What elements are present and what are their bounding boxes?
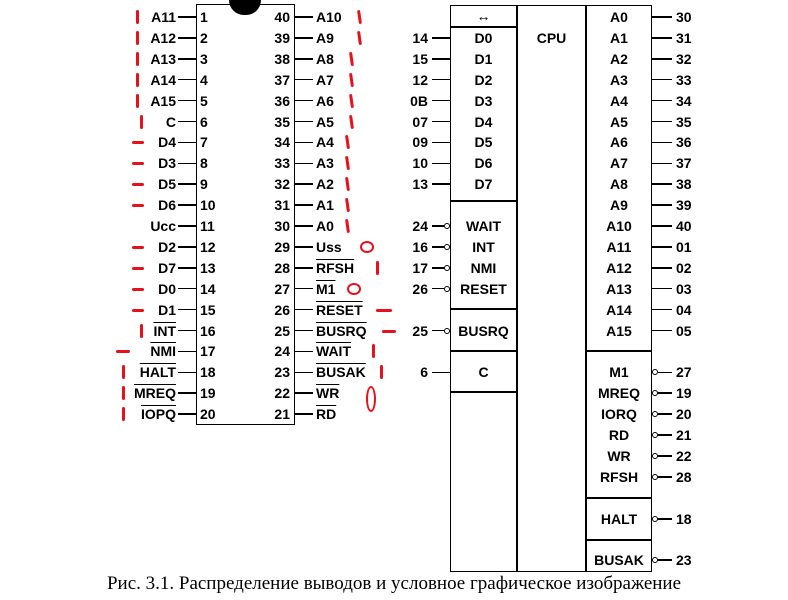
symbol-pin-label: BUSAK [594,552,644,568]
symbol-pin-line [652,100,672,102]
chip-pin-label: A12 [150,29,176,46]
chip-pin-number: 8 [200,155,208,172]
chip-pin-line [295,288,313,290]
chip-pin-label: BUSAK [316,364,366,381]
symbol-pin-number: 30 [676,9,692,25]
symbol-pin-line [658,559,672,561]
symbol-divider [450,26,517,28]
symbol-pin-line [658,476,672,478]
chip-pin-line [178,309,196,311]
chip-pin-line [295,309,313,311]
symbol-pin-line [432,100,450,102]
symbol-pin-label: A7 [610,155,628,172]
chip-pin-label: M1 [316,280,336,297]
red-tick-mark [357,31,362,45]
symbol-pin-number: 28 [676,468,692,485]
symbol-pin-label: C [478,364,489,381]
chip-pin-number: 10 [200,197,216,214]
chip-pin-number: 5 [200,92,208,109]
chip-pin-label: A8 [316,50,334,67]
chip-pin-line [295,204,313,206]
symbol-pin-label: A3 [610,71,628,88]
chip-pin-label: D6 [158,197,176,214]
chip-pin-line [178,79,196,81]
chip-pin-label: D5 [158,176,176,193]
chip-pin-line [178,267,196,269]
symbol-pin-label: MREQ [598,385,640,402]
chip-pin-line [178,58,196,60]
symbol-pin-line [432,225,444,227]
chip-pin-label: A2 [316,176,334,193]
chip-pin-label: D2 [158,238,176,255]
red-tick-mark [345,135,350,149]
symbol-pin-line [652,183,672,185]
chip-pin-label: RESET [316,301,363,318]
chip-pin-label: HALT [139,364,176,381]
red-dash-mark [132,246,144,249]
chip-pin-line [295,100,313,102]
symbol-pin-number: 39 [676,197,692,214]
chip-pin-line [295,351,313,353]
symbol-pin-line [658,413,672,415]
red-tick-mark [349,114,354,128]
symbol-pin-line [658,392,672,394]
chip-pin-line [295,163,313,165]
symbol-pin-number: 18 [676,511,692,527]
red-dash-mark [132,204,144,207]
figure-caption: Рис. 3.1. Распределение выводов и условное графическое изображение [106,573,682,594]
symbol-pin-label: D7 [474,176,493,193]
symbol-divider [586,539,652,541]
symbol-pin-label: WR [607,447,631,464]
chip-pin-number: 4 [200,71,208,88]
symbol-pin-line [652,204,672,206]
chip-pin-number: 17 [200,343,216,360]
symbol-pin-label: A10 [606,218,632,234]
chip-pin-line [295,37,313,39]
symbol-pin-number: 05 [676,322,692,339]
red-tick-mark [349,93,354,107]
chip-pin-line [178,183,196,185]
symbol-pin-line [652,163,672,165]
symbol-pin-number: 24 [412,218,428,234]
symbol-pin-number: 33 [676,71,692,88]
symbol-pin-label: A5 [610,113,628,130]
chip-pin-number: 20 [200,406,216,423]
symbol-pin-number: 14 [412,29,428,46]
chip-pin-number: 37 [274,71,290,88]
symbol-pin-line [658,518,672,520]
chip-pin-label: Uss [316,238,342,255]
symbol-pin-label: D1 [474,50,493,67]
chip-pin-number: 32 [274,176,290,193]
red-dash-mark [132,288,144,291]
chip-pin-number: 13 [200,259,216,276]
chip-pin-line [295,16,313,18]
symbol-pin-label: D6 [474,155,493,172]
symbol-pin-number: 03 [676,280,692,297]
chip-pin-number: 29 [274,238,290,255]
chip-pin-number: 2 [200,29,208,46]
symbol-pin-number: 38 [676,176,692,193]
symbol-pin-line [652,288,672,290]
red-tick-mark [136,10,139,24]
chip-pin-line [178,204,196,206]
chip-pin-line [178,37,196,39]
chip-pin-number: 38 [274,50,290,67]
red-circle-mark [347,283,361,295]
red-dash-mark [132,183,144,186]
symbol-pin-number: 37 [676,155,692,172]
symbol-pin-number: 25 [412,322,428,339]
red-dash-mark [376,309,392,312]
chip-pin-line [178,330,196,332]
symbol-pin-label: A11 [606,238,632,255]
symbol-pin-label: D0 [474,29,493,46]
chip-pin-number: 21 [274,406,290,423]
symbol-pin-label: D5 [474,134,493,151]
chip-pin-label: $\overline{INT}$ [153,322,176,339]
symbol-pin-line [652,16,672,18]
symbol-pin-label: A9 [610,197,628,214]
symbol-pin-line [652,309,672,311]
chip-pin-label: RFSH [316,259,355,276]
symbol-pin-label: A14 [606,301,632,318]
red-tick-mark [345,219,350,233]
chip-pin-line [295,413,313,415]
chip-pin-line [295,79,313,81]
symbol-pin-line [652,121,672,123]
red-tick-mark [136,94,139,108]
red-tick-mark [357,10,362,24]
symbol-pin-line [652,37,672,39]
chip-pin-number: 22 [274,385,290,402]
chip-pin-number: 30 [274,218,290,234]
symbol-pin-line [432,121,450,123]
symbol-pin-label: INT [472,238,495,255]
chip-pin-label: IOPQ [140,406,176,423]
symbol-pin-label: A1 [610,29,628,46]
chip-pin-line [295,121,313,123]
red-tick-mark [372,344,375,358]
chip-pin-line [178,413,196,415]
symbol-pin-number: 6 [420,364,428,381]
chip-pin-label: $\overline{NMI}$ [150,343,176,360]
symbol-divider [450,391,517,393]
chip-pin-label: D7 [158,259,176,276]
chip-pin-label: Ucc [150,218,176,234]
red-dash-mark [382,330,396,333]
symbol-pin-line [658,434,672,436]
chip-pin-line [178,288,196,290]
symbol-pin-line [432,37,450,39]
symbol-pin-label: A8 [610,176,628,193]
symbol-pin-label: WAIT [466,218,501,234]
chip-pin-label: A9 [316,29,334,46]
symbol-pin-number: 09 [412,134,428,151]
symbol-pin-label: RFSH [599,468,639,485]
chip-pin-number: 26 [274,301,290,318]
red-dash-mark [132,162,144,165]
red-dash-mark [132,267,144,270]
symbol-pin-number: 0B [410,92,428,109]
symbol-pin-number: 01 [676,238,692,255]
chip-pin-number: 34 [274,134,290,151]
chip-pin-number: 3 [200,50,208,67]
chip-pin-number: 18 [200,364,216,381]
symbol-pin-label: BUSRQ [458,322,509,339]
chip-pin-line [295,246,313,248]
red-tick-mark [122,386,125,400]
symbol-pin-label: A15 [606,322,632,339]
chip-pin-label: A5 [316,113,334,130]
symbol-divider [450,350,517,352]
red-tick-mark [140,115,143,129]
symbol-pin-number: 27 [676,364,692,381]
symbol-pin-number: 36 [676,134,692,151]
red-tick-mark [349,52,354,66]
symbol-pin-number: 17 [412,259,428,276]
chip-pin-line [178,100,196,102]
chip-pin-label: A14 [150,71,176,88]
red-tick-mark [136,73,139,87]
symbol-pin-number: 35 [676,113,692,130]
red-tick-mark [140,324,143,338]
symbol-pin-label: IORQ [601,406,637,423]
chip-pin-number: 31 [274,197,290,214]
symbol-divider [586,350,652,352]
symbol-pin-number: 16 [412,238,428,255]
chip-pin-label: MREQ [134,385,176,402]
symbol-pin-label: A13 [606,280,632,297]
chip-pin-line [295,225,313,227]
red-circle-mark [366,386,376,412]
chip-pin-number: 1 [200,9,208,25]
symbol-pin-label: HALT [600,511,638,527]
chip-pin-label: $\overline{RD}$ [316,406,337,423]
symbol-pin-number: 26 [412,280,428,297]
symbol-pin-label: RD [608,427,630,443]
chip-pin-number: 19 [200,385,216,402]
symbol-pin-line [432,267,444,269]
symbol-pin-number: 12 [412,71,428,88]
symbol-pin-number: 32 [676,50,692,67]
chip-pin-label: A11 [151,9,176,25]
red-tick-mark [136,31,139,45]
symbol-divider [450,308,517,310]
symbol-pin-line [432,58,450,60]
symbol-pin-line [652,225,672,227]
symbol-pin-label: A0 [610,9,628,25]
chip-pin-number: 35 [274,113,290,130]
red-tick-mark [122,407,125,421]
chip-body [196,4,295,425]
symbol-pin-number: 21 [676,427,692,443]
chip-pin-number: 14 [200,280,216,297]
symbol-pin-line [652,246,672,248]
chip-pin-line [178,351,196,353]
symbol-pin-line [432,79,450,81]
symbol-pin-label: NMI [470,259,497,276]
chip-pin-number: 9 [200,176,208,193]
symbol-pin-number: 34 [676,92,692,109]
chip-pin-number: 16 [200,322,216,339]
symbol-divider [450,200,517,202]
symbol-pin-number: 22 [676,447,692,464]
symbol-pin-number: 31 [676,29,692,46]
chip-pin-line [178,225,196,227]
chip-pin-label: WAIT [316,343,351,360]
red-circle-mark [360,241,374,253]
chip-pin-label: A13 [150,50,176,67]
symbol-divider [586,497,652,499]
red-tick-mark [345,177,350,191]
chip-pin-number: 27 [274,280,290,297]
chip-pin-line [295,183,313,185]
chip-pin-line [178,16,196,18]
symbol-pin-line [652,58,672,60]
chip-pin-label: A3 [316,155,334,172]
symbol-pin-label: D4 [474,113,493,130]
symbol-pin-line [432,330,444,332]
chip-pin-number: 40 [274,9,290,25]
symbol-pin-number: 02 [676,259,692,276]
red-tick-mark [380,365,383,379]
red-tick-mark [349,73,354,87]
symbol-pin-line [432,163,450,165]
chip-pin-label: A10 [316,9,342,25]
chip-pin-label: A6 [316,92,334,109]
chip-pin-number: 6 [200,113,208,130]
chip-pin-label: D0 [158,280,176,297]
red-dash-mark [116,350,130,353]
chip-pin-label: D4 [158,134,176,151]
chip-pin-number: 7 [200,134,208,151]
chip-pin-label: BUSRQ [316,322,367,339]
symbol-pin-label: A4 [610,92,628,109]
symbol-pin-line [432,372,450,374]
symbol-pin-line [652,142,672,144]
symbol-pin-line [652,267,672,269]
symbol-pin-number: 20 [676,406,692,423]
red-tick-mark [122,365,125,379]
symbol-pin-label: A6 [610,134,628,151]
chip-pin-line [178,372,196,374]
red-tick-mark [345,198,350,212]
chip-pin-line [295,58,313,60]
symbol-pin-line [658,372,672,374]
chip-pin-line [178,121,196,123]
symbol-pin-number: 40 [676,218,692,234]
symbol-pin-line [432,288,444,290]
symbol-pin-line [432,142,450,144]
chip-pin-number: 12 [200,238,216,255]
symbol-pin-number: 04 [676,301,692,318]
chip-pin-number: 24 [274,343,290,360]
chip-pin-label: A15 [150,92,176,109]
chip-pin-line [178,163,196,165]
symbol-pin-number: 10 [412,155,428,172]
chip-pin-number: 33 [274,155,290,172]
chip-pin-label: A7 [316,71,334,88]
chip-pin-line [295,372,313,374]
chip-pin-line [178,142,196,144]
chip-pin-line [295,392,313,394]
symbol-pin-label: D3 [474,92,493,109]
bidirectional-arrow-icon: ↔ [476,8,491,24]
chip-pin-number: 15 [200,301,216,318]
chip-pin-line [295,330,313,332]
chip-pin-label: A1 [316,197,334,214]
red-dash-mark [132,141,144,144]
chip-pin-number: 28 [274,259,290,276]
symbol-pin-label: RESET [460,280,507,297]
symbol-pin-line [652,330,672,332]
symbol-pin-line [432,183,450,185]
symbol-pin-line [658,455,672,457]
chip-pin-label: C [165,113,176,130]
red-tick-mark [376,261,379,275]
chip-pin-number: 23 [274,364,290,381]
chip-pin-label: $\overline{WR}$ [316,385,340,402]
chip-pin-line [295,267,313,269]
symbol-pin-line [432,246,444,248]
chip-pin-label: A4 [316,134,334,151]
symbol-pin-line [652,79,672,81]
chip-pin-number: 39 [274,29,290,46]
chip-pin-label: D1 [158,301,176,318]
chip-pin-number: 25 [274,322,290,339]
red-tick-mark [345,156,350,170]
chip-pin-number: 36 [274,92,290,109]
chip-pin-line [295,142,313,144]
chip-pin-line [178,392,196,394]
chip-pin-label: A0 [316,218,334,234]
symbol-pin-number: 15 [412,50,428,67]
chip-pin-number: 11 [200,218,215,234]
symbol-pin-number: 19 [676,385,692,402]
symbol-pin-number: 13 [412,176,428,193]
chip-pin-line [178,246,196,248]
red-dash-mark [132,309,144,312]
cpu-title: CPU [536,30,567,46]
symbol-pin-label: D2 [474,71,493,88]
red-tick-mark [136,52,139,66]
symbol-pin-label: A12 [606,259,632,276]
symbol-pin-number: 23 [676,552,692,568]
symbol-pin-label: A2 [610,50,628,67]
symbol-pin-number: 07 [412,113,428,130]
chip-pin-label: D3 [158,155,176,172]
symbol-pin-label: M1 [609,364,629,381]
